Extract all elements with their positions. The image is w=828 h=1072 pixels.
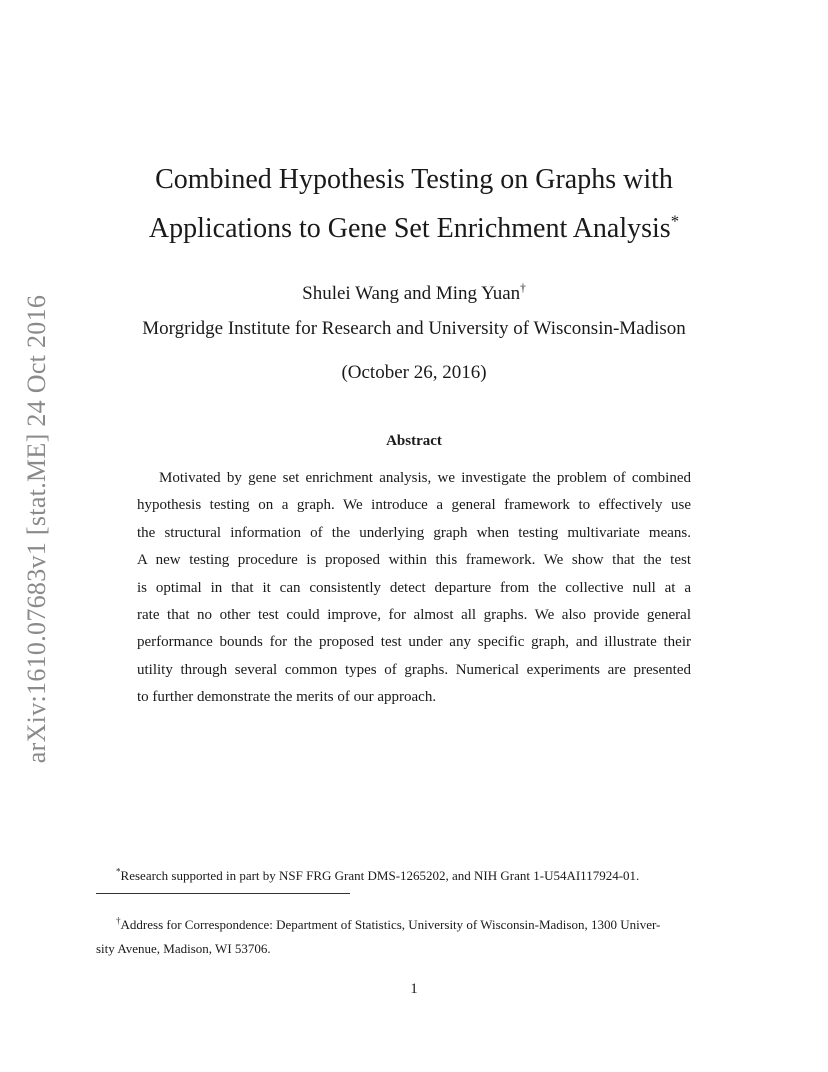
page-number: 1 bbox=[410, 981, 418, 997]
abstract-line: Motivated by gene set enrichment analysis, we investigate the problem of combined bbox=[159, 470, 691, 486]
footnote-correspondence bbox=[116, 917, 660, 933]
abstract-line: is optimal in that it can consistently detect departure from the collective null at a bbox=[137, 579, 691, 596]
footnote-funding bbox=[116, 868, 639, 884]
paper-date: (October 26, 2016) bbox=[341, 362, 487, 383]
abstract-line: the structural information of the underlying graph when testing multivariate means. bbox=[137, 524, 691, 541]
author-affiliation: Morgridge Institute for Research and University of Wisconsin-Madison bbox=[142, 318, 686, 339]
abstract-line: hypothesis testing on a graph. We introduce a general framework to effectively use bbox=[137, 497, 691, 514]
footnote-correspondence-continued: sity Avenue, Madison, WI 53706. bbox=[96, 941, 271, 956]
author-list bbox=[0, 283, 828, 305]
abstract-heading: Abstract bbox=[386, 433, 442, 449]
abstract-line: rate that no other test could improve, for almost all graphs. We also provide general bbox=[137, 606, 691, 623]
footnote-divider bbox=[96, 893, 350, 894]
footnote-funding-text: Research supported in part by NSF FRG Grant DMS-1265202, and NIH Grant 1-U54AI117924-01. bbox=[120, 868, 640, 883]
paper-title-line-2-text: Applications to Gene Set Enrichment Analysis bbox=[148, 213, 671, 244]
title-footnote-mark: * bbox=[670, 211, 680, 231]
paper-title-line-2 bbox=[0, 213, 828, 245]
footnote-mark: † bbox=[116, 915, 121, 926]
author-footnote-mark: † bbox=[520, 282, 526, 295]
abstract-line: A new testing procedure is proposed within this framework. We show that the test bbox=[137, 552, 691, 569]
footnote-mark: * bbox=[116, 866, 121, 877]
arxiv-identifier-stamp: arXiv:1610.07683v1 [stat.ME] 24 Oct 2016 bbox=[22, 294, 51, 764]
abstract-line: performance bounds for the proposed test under any specific graph, and illustrate their bbox=[137, 634, 691, 651]
abstract-line: utility through several common types of graphs. Numerical experiments are presented bbox=[137, 661, 691, 678]
paper-title-line-1: Combined Hypothesis Testing on Graphs with bbox=[155, 164, 673, 195]
footnote-correspondence-text: Address for Correspondence: Department of Statistics, University of Wisconsin-Madison, 1300 Univer- bbox=[120, 917, 661, 932]
abstract-body bbox=[137, 469, 691, 716]
author-names: Shulei Wang and Ming Yuan bbox=[302, 283, 521, 304]
abstract-line: to further demonstrate the merits of our approach. bbox=[137, 689, 437, 706]
